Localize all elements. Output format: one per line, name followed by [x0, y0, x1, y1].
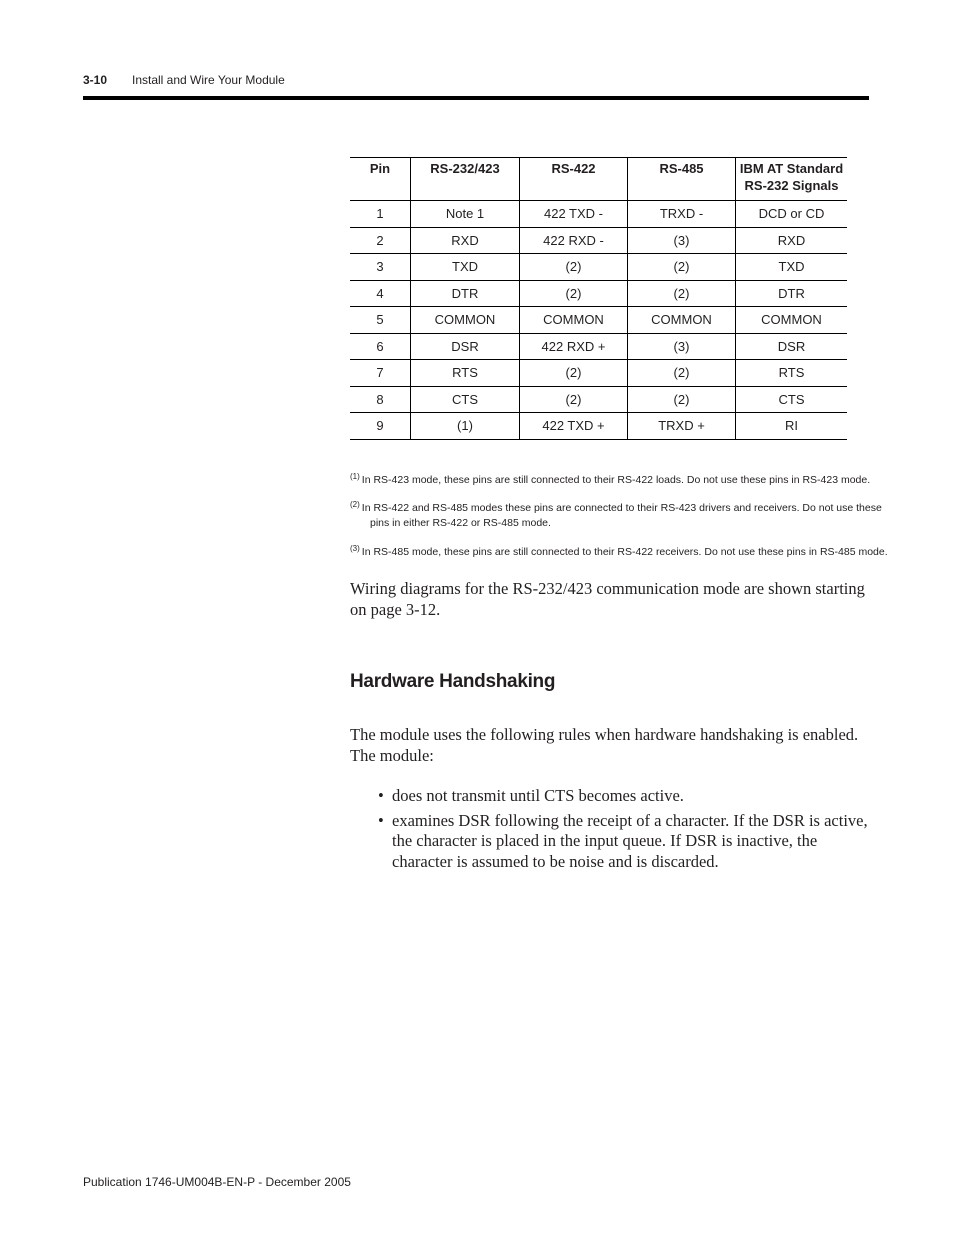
table-row — [350, 360, 847, 387]
header-rule — [83, 96, 869, 100]
footnote-3 — [350, 541, 888, 560]
footnote-marker: (1) — [350, 472, 360, 481]
table-cell: DTR — [411, 280, 520, 307]
table-cell: TRXD + — [628, 413, 736, 440]
table-cell: RTS — [411, 360, 520, 387]
footnote-text: In RS-422 and RS-485 modes these pins are connected to their RS-423 drivers and receivers. Do not use these — [361, 502, 882, 514]
table-cell: (2) — [520, 386, 628, 413]
table-cell: (2) — [520, 360, 628, 387]
footnote-marker: (3) — [350, 544, 360, 553]
column-header-rs485: RS-485 — [628, 158, 736, 201]
table-cell: 422 TXD - — [520, 201, 628, 228]
table-cell: (3) — [628, 227, 736, 254]
rules-list — [378, 786, 870, 876]
table-cell: TXD — [411, 254, 520, 281]
column-header-rs232-423: RS-232/423 — [411, 158, 520, 201]
column-header-pin: Pin — [350, 158, 411, 201]
table-cell: TXD — [736, 254, 848, 281]
table-cell: RXD — [736, 227, 848, 254]
footnote-2 — [350, 497, 882, 531]
table-cell: 2 — [350, 227, 411, 254]
table-cell: RXD — [411, 227, 520, 254]
column-header-rs422: RS-422 — [520, 158, 628, 201]
table-header-row — [350, 158, 847, 201]
table-cell: CTS — [411, 386, 520, 413]
table-row — [350, 227, 847, 254]
table-cell: (2) — [520, 280, 628, 307]
table-cell: 7 — [350, 360, 411, 387]
table-row — [350, 413, 847, 440]
table-cell: Note 1 — [411, 201, 520, 228]
chapter-title: Install and Wire Your Module — [132, 73, 285, 87]
table-cell: (2) — [520, 254, 628, 281]
table-cell: 422 RXD - — [520, 227, 628, 254]
table-cell: 6 — [350, 333, 411, 360]
table-row — [350, 280, 847, 307]
table-cell: DSR — [411, 333, 520, 360]
pin-assignment-table — [350, 157, 847, 440]
table-cell: COMMON — [411, 307, 520, 334]
table-cell: DSR — [736, 333, 848, 360]
table-cell: TRXD - — [628, 201, 736, 228]
footnote-1 — [350, 469, 870, 488]
table-cell: 3 — [350, 254, 411, 281]
table-cell: (2) — [628, 386, 736, 413]
table-cell: CTS — [736, 386, 848, 413]
table-cell: 4 — [350, 280, 411, 307]
table-row — [350, 254, 847, 281]
table-cell: (2) — [628, 280, 736, 307]
table-cell: DTR — [736, 280, 848, 307]
table-row — [350, 386, 847, 413]
table-cell: 1 — [350, 201, 411, 228]
table-cell: (2) — [628, 360, 736, 387]
table-cell: COMMON — [736, 307, 848, 334]
footnote-text: In RS-423 mode, these pins are still connected to their RS-422 loads. Do not use these pins in RS-423 mode. — [361, 474, 871, 486]
table-cell: 422 RXD + — [520, 333, 628, 360]
footnote-continuation: pins in either RS-422 or RS-485 mode. — [370, 517, 551, 529]
list-item: • does not transmit until CTS becomes active. — [378, 786, 870, 807]
table-cell: 5 — [350, 307, 411, 334]
table-row — [350, 201, 847, 228]
table-cell: (1) — [411, 413, 520, 440]
table-cell: (3) — [628, 333, 736, 360]
table-cell: (2) — [628, 254, 736, 281]
table-cell: RI — [736, 413, 848, 440]
table-row — [350, 307, 847, 334]
list-item: • examines DSR following the receipt of a character. If the DSR is active, the character is placed in the input queue. If DSR is inactive, the character is assumed to be noise and is discarded. — [378, 811, 870, 873]
running-header — [83, 73, 285, 87]
table-cell: RTS — [736, 360, 848, 387]
table-row — [350, 333, 847, 360]
page-number: 3-10 — [83, 73, 108, 87]
table-cell: COMMON — [628, 307, 736, 334]
section-intro: The module uses the following rules when hardware handshaking is enabled. The module: — [350, 725, 859, 765]
table-cell: 9 — [350, 413, 411, 440]
footnote-text: In RS-485 mode, these pins are still connected to their RS-422 receivers. Do not use these pins in RS-485 mode. — [361, 546, 888, 558]
table-cell: 8 — [350, 386, 411, 413]
footnote-marker: (2) — [350, 500, 360, 509]
table-cell: DCD or CD — [736, 201, 848, 228]
wiring-paragraph: Wiring diagrams for the RS-232/423 communication mode are shown starting on page 3-12. — [350, 579, 865, 619]
section-heading: Hardware Handshaking — [350, 671, 556, 692]
table-cell: COMMON — [520, 307, 628, 334]
table-cell: 422 TXD + — [520, 413, 628, 440]
column-header-ibm-at: IBM AT Standard RS-232 Signals — [736, 158, 848, 201]
publication-footer: Publication 1746-UM004B-EN-P - December 2005 — [83, 1175, 351, 1189]
